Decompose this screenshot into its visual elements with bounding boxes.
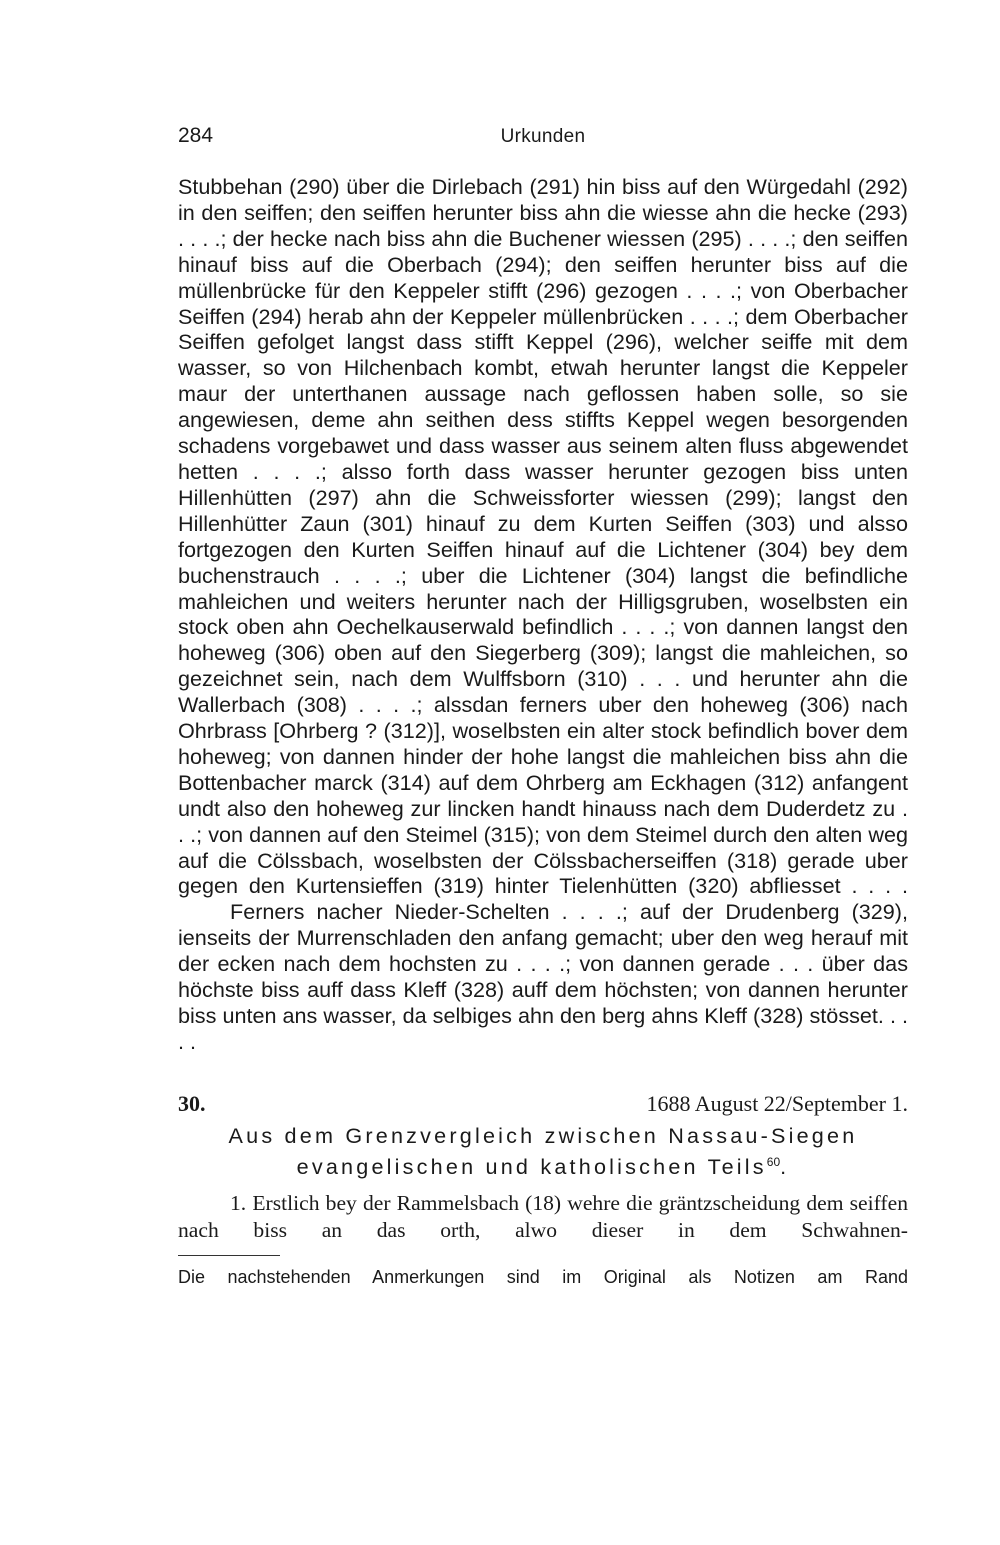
footnote-rule	[178, 1255, 280, 1256]
document-number: 30.	[178, 1090, 206, 1116]
running-head	[178, 124, 908, 154]
document-paragraph-1: 1. Erstlich bey der Rammelsbach (18) wehre die gräntzscheidung dem seiffen nach biss an das orth, alwo dieser in dem Schwahnen-	[178, 1191, 908, 1242]
paragraph-2: Ferners nacher Nieder-Schelten . . . .; auf der Drudenberg (329), ienseits der Murrenschladen den anfang gemacht; uber den weg herauf mit der ecken nach dem hochsten zu . . . .; von dannen gerade . . . über das höchste biss auff dass Kleff (328) auff dem höchsten; von dannen herunter biss unten ans wasser, da selbiges ahn den berg ahns Kleff (328) stösset. . . . .	[178, 899, 908, 1054]
document-title-line-2	[178, 1149, 908, 1180]
document-date: 1688 August 22/September 1.	[646, 1090, 908, 1116]
document-heading	[178, 1091, 908, 1121]
page	[178, 124, 908, 1288]
document-title-line-1: Aus dem Grenzvergleich zwischen Nassau-Siegen	[228, 1122, 858, 1148]
page-number: 284	[178, 124, 214, 147]
footnote: Die nachstehenden Anmerkungen sind im Original als Notizen am Rand	[178, 1267, 908, 1287]
body-text	[178, 174, 908, 1055]
document-text	[178, 1190, 908, 1243]
footnote-ref: 60	[766, 1154, 781, 1169]
document-title-line-2-text: evangelischen und katholischen Teils	[296, 1154, 767, 1179]
paragraph-1: Stubbehan (290) über die Dirlebach (291) hin biss auf den Würgedahl (292) in den seiffen; den seiffen herunter biss ahn die wiesse ahn die hecke (293) . . . .; der hecke nach biss ahn die Buchener wiessen (295) . . . .; den seiffen hinauf biss auf die Oberbach (294); den seiffen herunter biss auf die müllenbrücke für den Keppeler stifft (296) gezogen . . . .; von Oberbacher Seiffen (294) herab ahn der Keppeler müllenbrücken . . . .; dem Oberbacher Seiffen gefolget langst dass stifft Keppel (296), welcher seiffe mit dem wasser, so von Hilchenbach kombt, etwah herunter langst die Keppeler maur der unterthanen aussage nach geflossen haben solle, so sie angewiesen, deme ahn seithen dess stiffts Keppel wegen besorgenden schadens vorgebawet und dass wasser aus seinem alten fluss abgewendet hetten . . . .; alsso forth dass wasser herunter gezogen biss unten Hillenhütten (297) ahn die Schweissforter wiessen (299); langst den Hillenhütter Zaun (301) hinauf zu dem Kurten Seiffen (303) und alsso fortgezogen den Kurten Seiffen hinauf auf die Lichtener (304) bey dem buchenstrauch . . . .; uber die Lichtener (304) langst die befindliche mahleichen und weiters herunter nach der Hilligsgruben, woselbsten ein stock oben ahn Oechelkauserwald befindlich . . . .; von dannen langst den hoheweg (306) oben auf den Siegerberg (309); langst die mahleichen, so gezeichnet sein, nach dem Wulffsborn (310) . . . und herunter ahn die Wallerbach (308) . . . .; alssdan ferners uber den hoheweg (306) nach Ohrbrass [Ohrberg ? (312)], woselbsten ein alter stock befindlich bover dem hoheweg; von dannen hinder der hohe langst die mahleichen biss ahn die Bottenbacher marck (314) auf dem Ohrberg am Eckhagen (312) anfangent undt also den hoheweg zur lincken handt hinauss nach dem Duderdetz zu . . .; von dannen auf den Steimel (315); von dem Steimel durch den alten weg auf die Cölssbach, woselbsten der Cölssbacherseiffen (318) gerade uber gegen den Kurtensieffen (319) hinter Tielenhütten (320) abfliesset . . . .	[178, 174, 908, 899]
running-title: Urkunden	[500, 126, 586, 147]
document-title	[178, 1123, 908, 1180]
document-title-end: .	[780, 1154, 790, 1179]
